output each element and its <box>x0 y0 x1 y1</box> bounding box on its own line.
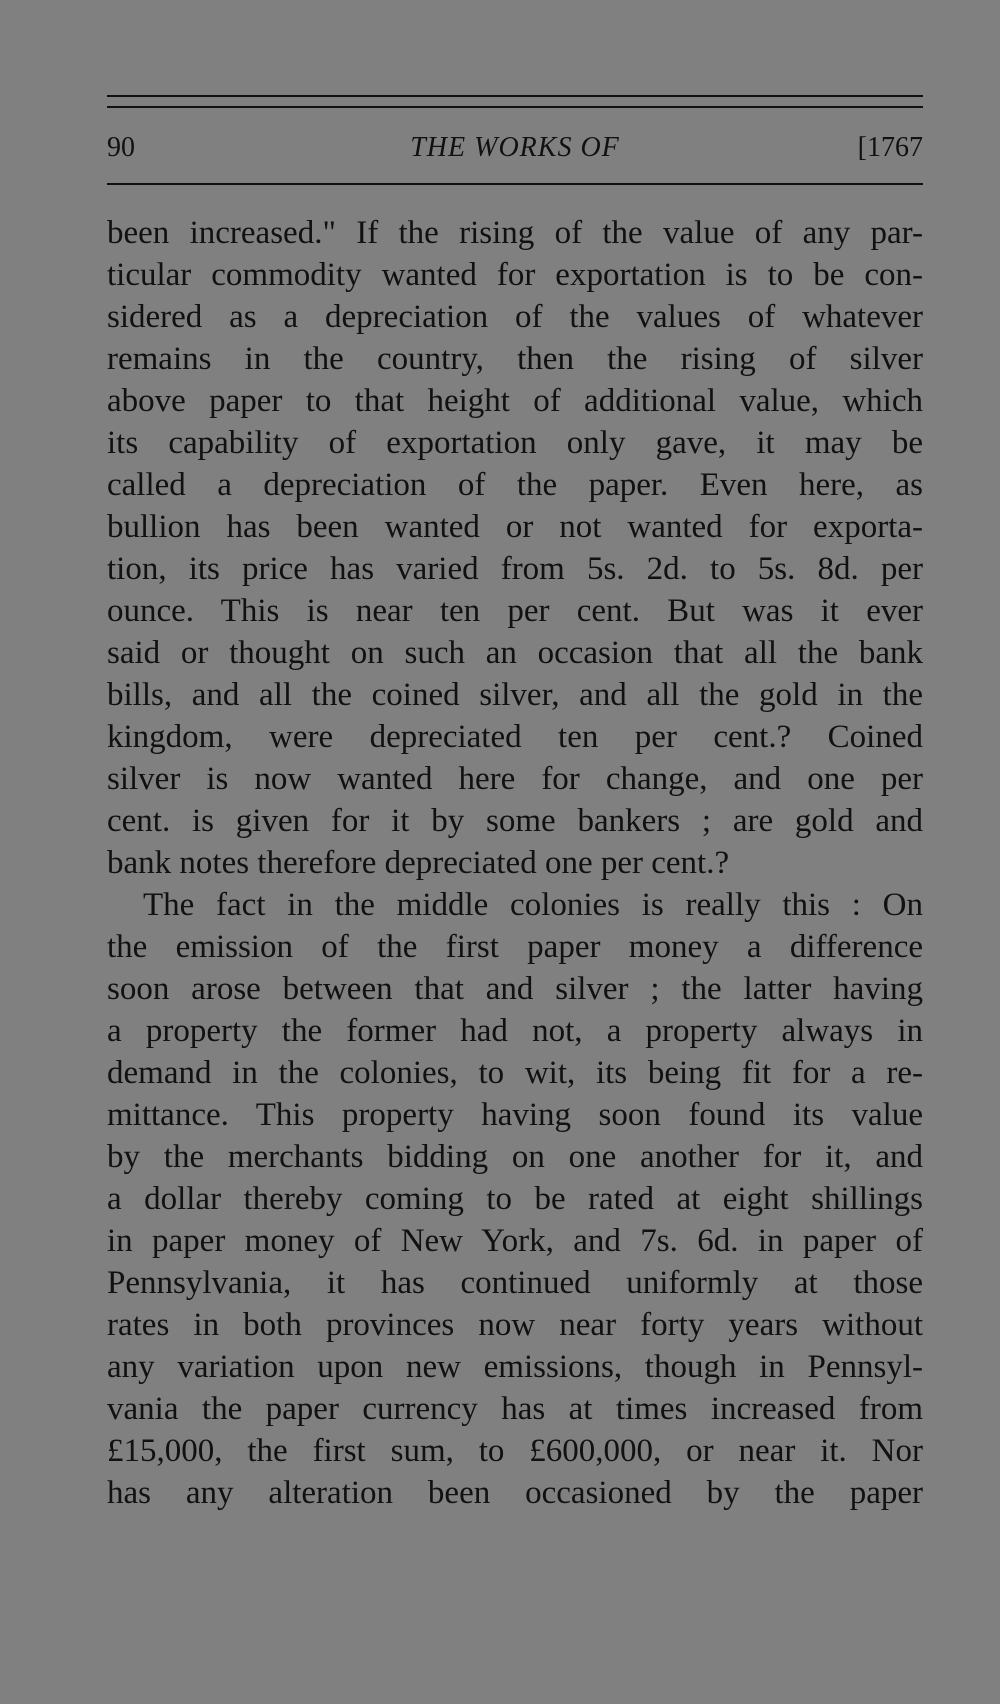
text-line: kingdom, were depreciated ten per cent.? Coined <box>107 719 923 755</box>
text-line: by the merchants bidding on one another for it, and <box>107 1139 923 1175</box>
text-line: has any alteration been occasioned by the paper <box>107 1475 923 1511</box>
text-line: cent. is given for it by some bankers ; are gold and <box>107 803 923 839</box>
running-head <box>107 128 923 168</box>
text-line: remains in the country, then the rising of silver <box>107 341 923 377</box>
text-line: a property the former had not, a property always in <box>107 1013 923 1049</box>
text-line: ticular commodity wanted for exportation is to be con- <box>107 257 923 293</box>
text-line: its capability of exportation only gave, it may be <box>107 425 923 461</box>
text-line: above paper to that height of additional value, which <box>107 383 923 419</box>
text-line: rates in both provinces now near forty years without <box>107 1307 923 1343</box>
body-text <box>107 212 923 1514</box>
text-line: any variation upon new emissions, though in Pennsyl- <box>107 1349 923 1385</box>
text-line: in paper money of New York, and 7s. 6d. in paper of <box>107 1223 923 1259</box>
text-line: £15,000, the first sum, to £600,000, or near it. Nor <box>107 1433 923 1469</box>
book-page <box>107 0 923 1704</box>
text-line: soon arose between that and silver ; the latter having <box>107 971 923 1007</box>
text-line: said or thought on such an occasion that all the bank <box>107 635 923 671</box>
text-line: been increased." If the rising of the value of any par- <box>107 215 923 251</box>
text-line: vania the paper currency has at times increased from <box>107 1391 923 1427</box>
text-line: ounce. This is near ten per cent. But was it ever <box>107 593 923 629</box>
text-line: Pennsylvania, it has continued uniformly at those <box>107 1265 923 1301</box>
text-line: bullion has been wanted or not wanted for exporta- <box>107 509 923 545</box>
text-line: The fact in the middle colonies is really this : On <box>143 887 923 923</box>
text-line: tion, its price has varied from 5s. 2d. to 5s. 8d. per <box>107 551 923 587</box>
text-line: bank notes therefore depreciated one per cent.? <box>107 845 730 881</box>
text-line: sidered as a depreciation of the values of whatever <box>107 299 923 335</box>
text-line: a dollar thereby coming to be rated at eight shillings <box>107 1181 923 1217</box>
text-line: called a depreciation of the paper. Even here, as <box>107 467 923 503</box>
top-double-rule-upper <box>107 95 923 97</box>
running-year: [1767 <box>857 132 923 163</box>
text-line: demand in the colonies, to wit, its being fit for a re- <box>107 1055 923 1091</box>
text-line: the emission of the first paper money a difference <box>107 929 923 965</box>
top-double-rule-lower <box>107 106 923 108</box>
header-rule <box>107 183 923 185</box>
page-number: 90 <box>107 132 135 163</box>
text-line: silver is now wanted here for change, and one per <box>107 761 923 797</box>
text-line: bills, and all the coined silver, and all the gold in the <box>107 677 923 713</box>
running-title: THE WORKS OF <box>410 132 620 163</box>
text-line: mittance. This property having soon found its value <box>107 1097 923 1133</box>
